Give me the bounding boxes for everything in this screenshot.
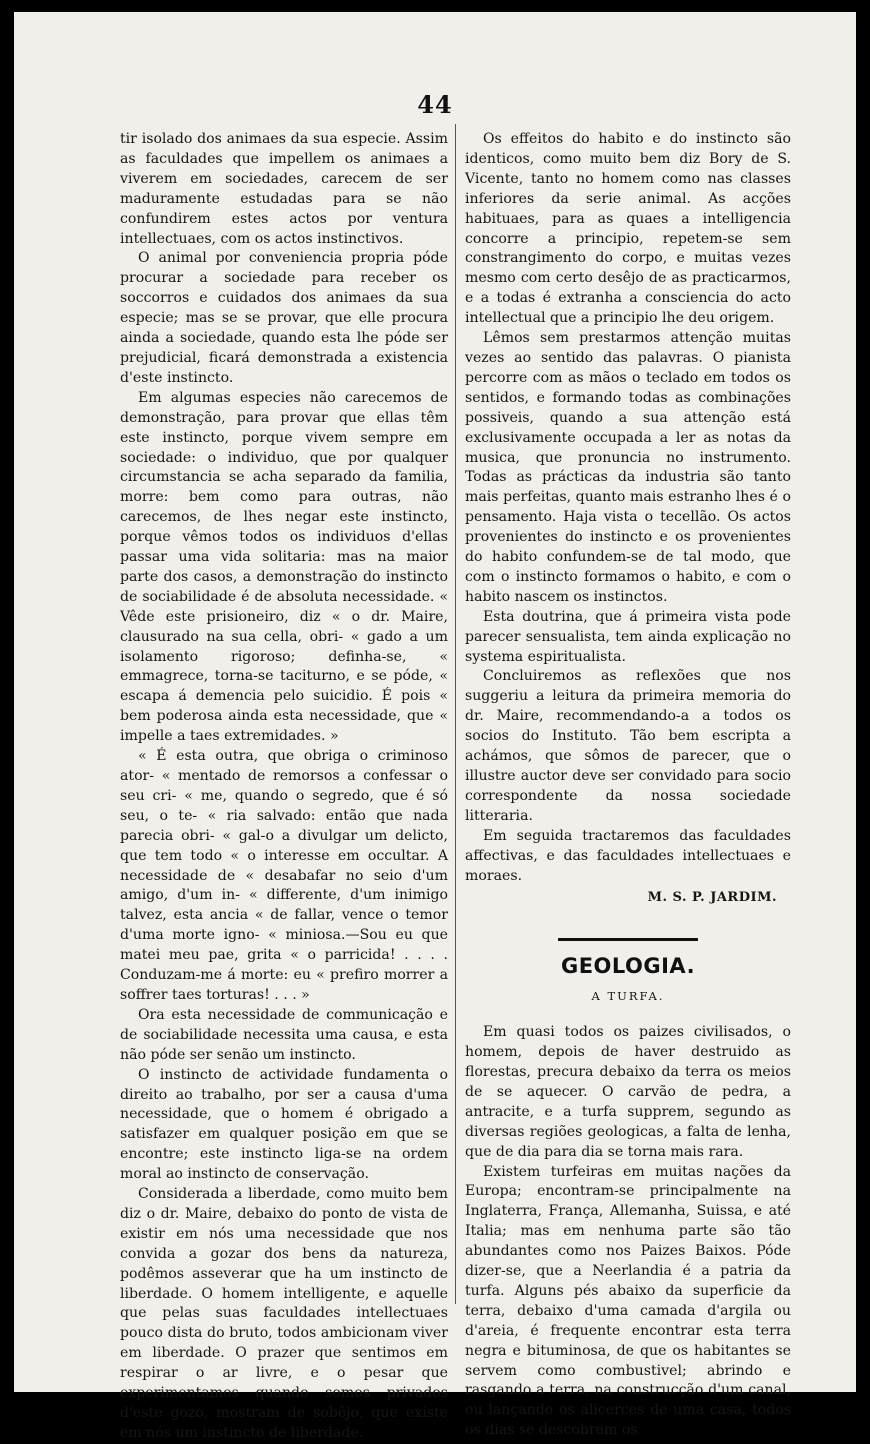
column-divider bbox=[455, 124, 456, 1304]
paragraph: Os effeitos do habito e do instincto são identicos, como muito bem diz Bory de S. Vicente, tanto no homem como nas classes inferiores da serie animal. As acções habituaes, para as quaes a intelligencia concorre a principio, repetem-se sem constrangimento do corpo, e muitas vezes mesmo com certo desêjo de as practicarmos, e a todas é extranha a consciencia do acto intellectual que a principio lhe deu origem. bbox=[465, 131, 791, 327]
right-column bbox=[465, 130, 791, 1441]
author-signature: M. S. P. JARDIM. bbox=[647, 890, 777, 906]
section-subheading: A TURFA. bbox=[591, 989, 665, 1004]
paragraph: Em seguida tractaremos das faculdades affectivas, e das faculdades intellectuaes e moraes. bbox=[465, 827, 791, 884]
section-divider-rule bbox=[558, 938, 698, 941]
paragraph: Existem turfeiras em muitas nações da Europa; encontram-se principalmente na Inglaterra, França, Allemanha, Suissa, e até Italia; mas em nenhuma parte são tão abundantes como nos Paizes Baixos. Póde dizer-se, que a Neerlandia é a patria da turfa. Alguns pés abaixo da superficie da terra, debaixo d'uma camada d'argila ou d'areia, é frequente encontrar esta terra negra e bituminosa, de que os habitantes se servem como combustivel; abrindo e rasgando a terra, na construcção d'um canal, ou lançando os alicerces de uma casa, todos os dias se descobrem os bbox=[465, 1163, 791, 1439]
left-column bbox=[120, 130, 448, 1444]
paragraph: Concluiremos as reflexões que nos suggeriu a leitura da primeira memoria do dr. Maire, recommendando-a a todos os socios do Instituto. Tão bem escripta a achámos, que sômos de parecer, que o illustre auctor deve ser convidado para socio correspondente da nossa sociedade litteraria. bbox=[465, 668, 791, 824]
paragraph: Em quasi todos os paizes civilisados, o homem, depois de haver destruido as florestas, precura debaixo da terra os meios de se aquecer. O carvão de pedra, a antracite, e a turfa supprem, segundo as diversas regiões geologicas, a falta de lenha, que de dia para dia se torna mais rara. bbox=[465, 1024, 791, 1160]
page-number: 44 bbox=[417, 90, 453, 119]
paragraph: Ora esta necessidade de communicação e de sociabilidade necessita uma causa, e esta não póde ser senão um instincto. bbox=[120, 1006, 448, 1063]
paragraph: O animal por conveniencia propria póde procurar a sociedade para receber os soccorros e cuidados dos animaes da sua especie; mas se se provar, que elle procura ainda a sociedade, quando esta lhe póde ser prejudicial, ficará demonstrada a existencia d'este instincto. bbox=[120, 250, 448, 386]
paragraph: Esta doutrina, que á primeira vista pode parecer sensualista, tem ainda explicação no systema espiritualista. bbox=[465, 608, 791, 665]
paragraph: Em algumas especies não carecemos de demonstração, para provar que ellas têm este instincto, porque vivem sempre em sociedade: o individuo, que por qualquer circumstancia se acha separado da familia, morre: bem como para outras, não carecemos, de lhes negar este instincto, porque vêmos todos os individuos d'ellas passar uma vida solitaria: mas na maior parte dos casos, a demonstração do instincto de sociabilidade é de absoluta necessidade. « Vêde este prisioneiro, diz « o dr. Maire, clausurado na sua cella, obri- « gado a um isolamento rigoroso; definha-se, « emmagrece, torna-se taciturno, e se póde, « escapa á demencia pelo suicidio. É pois « bem poderosa ainda esta necessidade, que « impelle a taes extremidades. » bbox=[120, 389, 448, 745]
paragraph: tir isolado dos animaes da sua especie. Assim as faculdades que impellem os animaes a viverem em sociedades, carecem de ser maduramente estudadas para se não confundirem estes actos por ventura intellectuaes, com os actos instinctivos. bbox=[120, 131, 448, 247]
newspaper-page bbox=[14, 12, 856, 1441]
paragraph: Lêmos sem prestarmos attenção muitas vezes ao sentido das palavras. O pianista percorre com as mãos o teclado em todos os sentidos, e formando todas as combinações possiveis, quando a sua attenção está exclusivamente occupada a ler as notas da musica, que pronuncia no instrumento. Todas as prácticas da industria são tanto mais perfeitas, quanto mais estranho lhes é o pensamento. Haja vista o tecellão. Os actos provenientes do instincto e os provenientes do habito confundem-se de tal modo, que com o instincto formamos o habito, e com o habito nascem os instinctos. bbox=[465, 330, 791, 605]
paragraph: O instincto de actividade fundamenta o direito ao trabalho, por ser a causa d'uma necessidade, que o homem é obrigado a satisfazer em qualquer posição em que se encontre; este instincto liga-se na ordem moral ao instincto de conservação. bbox=[120, 1066, 448, 1183]
paragraph: « É esta outra, que obriga o criminoso ator- « mentado de remorsos a confessar o seu cri- « me, quando o segredo, que é só seu, o te- « ria salvado: então que nada parecia obri- « gal-o a divulgar um delicto, que tem todo « o interesse em occultar. A necessidade de « desabafar no seio d'um amigo, d'um in- « differente, d'um inimigo talvez, esta ancia « de fallar, vence o temor d'uma morte igno- « miniosa.—Sou eu que matei meu pae, grita « o parricida! . . . . Conduzam-me á morte: eu « prefiro morrer a soffrer taes torturas! . . . » bbox=[120, 748, 448, 1003]
paragraph: Considerada a liberdade, como muito bem diz o dr. Maire, debaixo do ponto de vista de existir em nós uma necessidade que nos convida a gozar dos bens da natureza, podêmos asseverar que ha um instincto de liberdade. O homem intelligente, e aquelle que pelas suas faculdades intellectuaes pouco dista do bruto, todos ambicionam viver em liberdade. O prazer que sentimos em respirar o ar livre, e o pesar que experimentamos quando somos privados d'este gozo, mostram de sobêjo, que existe em nós um instincto de liberdade. bbox=[120, 1186, 448, 1441]
section-heading: GEOLOGIA. bbox=[560, 954, 696, 979]
